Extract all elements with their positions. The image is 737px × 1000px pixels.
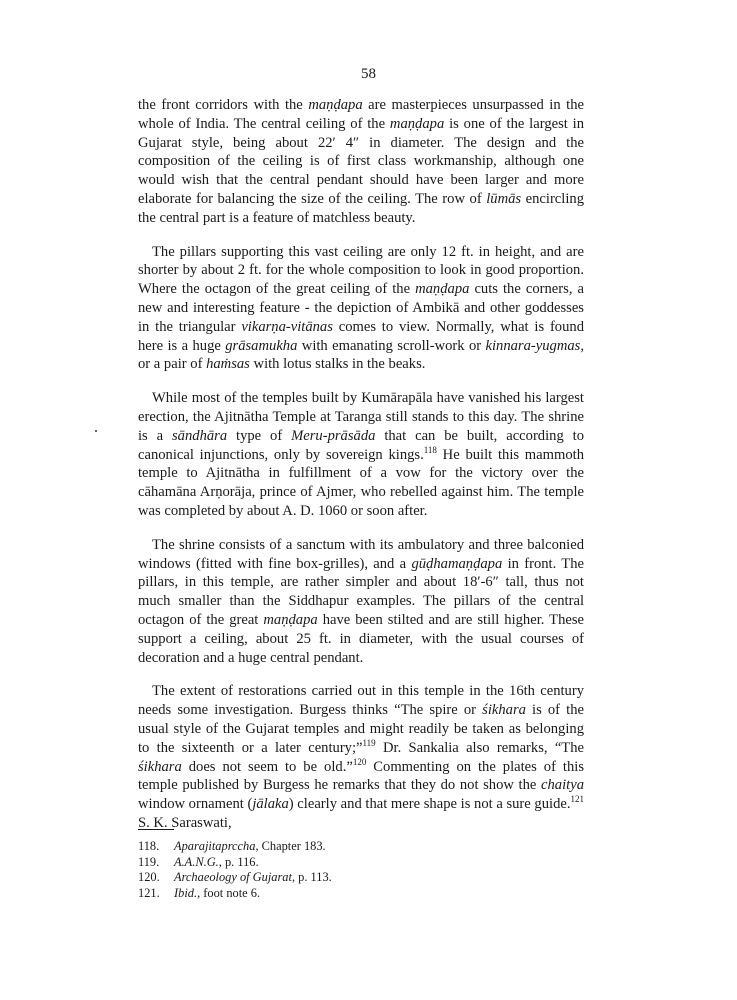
- text-run: with emanating scroll-work or: [297, 337, 486, 354]
- footnote: [138, 855, 584, 871]
- footnote: [138, 886, 584, 902]
- footnote-text: [174, 886, 584, 902]
- text-run: , or a pair of: [138, 337, 584, 373]
- italic-term: kinnara-yugmas: [485, 337, 581, 354]
- text-run: , foot note 6.: [197, 885, 261, 900]
- italic-term: chaitya: [541, 777, 584, 794]
- footnote-number: 120.: [138, 870, 160, 885]
- text-run: are masterpieces unsurpassed in the whole of India. The central ceiling of the: [138, 97, 584, 132]
- italic-term: maṇḍapa: [308, 97, 363, 113]
- footnote-ref: 119: [362, 737, 376, 748]
- footnote: [138, 870, 584, 886]
- text-run: , p. 113.: [291, 870, 332, 885]
- text-run: that can be built, according to canonical injunctions, only by sovereign kings.: [138, 427, 584, 463]
- italic-term: jālaka: [252, 796, 289, 813]
- footnote-number: 119.: [138, 854, 160, 869]
- text-run: , Chapter 183.: [255, 839, 326, 853]
- italic-term: maṇḍapa: [415, 281, 470, 298]
- text-run: encircling the central part is a feature of matchless beauty.: [138, 190, 584, 226]
- text-run: He built this mammoth temple to Ajitnātha in fulfillment of a vow for the victory over the cāhamāna Arṇorāja, prince of Ajmer, who rebelled against him. The temple was completed by about A. D. 1060 or soon after.: [138, 446, 584, 519]
- text-run: , p. 116.: [218, 854, 259, 869]
- text-run: The extent of restorations carried out in this temple in the 16th century needs some investigation. Burgess thinks “The spire or: [138, 683, 584, 719]
- footnote-list: [138, 839, 584, 901]
- paragraph: [138, 389, 584, 521]
- text-run: have been stilted and are still higher. These support a ceiling, about 25 ft. in diameter, with the usual courses of decoration and a huge central pendant.: [138, 611, 584, 666]
- italic-term: śikhara: [138, 758, 182, 775]
- italic-term: A.A.N.G.: [174, 854, 219, 869]
- text-run: Commenting on the plates of this temple published by Burgess he remarks that they do not show the: [138, 758, 584, 794]
- text-run: the front corridors with the: [138, 97, 309, 113]
- paragraph: [138, 243, 584, 375]
- italic-term: śikhara: [482, 702, 526, 719]
- footnote-rule: [138, 829, 174, 830]
- text-run: Dr. Sankalia also remarks, “The: [375, 739, 584, 756]
- paragraph: [138, 682, 584, 832]
- text-run: in front. The pillars, in this temple, are rather simpler and about 18′-6″ tall, thus not much smaller than the Siddhapur examples. The pillars of the central octagon of the great: [138, 555, 584, 628]
- footnote: [138, 839, 584, 855]
- text-run: type of: [227, 427, 292, 444]
- italic-term: gūḍhamaṇḍapa: [411, 555, 503, 572]
- text-run: with lotus stalks in the beaks.: [249, 356, 426, 373]
- text-run: The shrine consists of a sanctum with its ambulatory and three balconied windows (fitted with fine box-grilles), and a: [138, 536, 584, 572]
- footnote-text: [174, 870, 584, 886]
- italic-term: haṁsas: [206, 356, 250, 373]
- italic-term: lūmās: [486, 190, 522, 207]
- italic-term: Meru-prāsāda: [291, 427, 376, 444]
- footnote-text: [174, 855, 584, 871]
- text-run: S. K. Saraswati,: [138, 814, 232, 831]
- italic-term: sāndhāra: [172, 427, 228, 444]
- body-text: [138, 96, 584, 848]
- text-run: The pillars supporting this vast ceiling are only 12 ft. in height, and are shorter by about 2 ft. for the whole composition to look in good proportion. Where the octagon of the great ceiling of the: [138, 243, 584, 298]
- text-run: does not seem to be old.”: [181, 758, 353, 775]
- page-number: 58: [361, 66, 376, 82]
- paragraph: [138, 96, 584, 228]
- margin-speck: [95, 430, 97, 432]
- text-run: is one of the largest in Gujarat style, being about 22′ 4″ in diameter. The design and the composition of the ceiling is of first class workmanship, although one would wish that the central pendant should have been larger and more elaborate for balancing the size of the ceiling. The row of: [138, 115, 585, 207]
- text-run: window ornament (: [138, 796, 253, 813]
- italic-term: grāsamukha: [225, 337, 298, 354]
- footnote-ref: 118: [423, 444, 437, 455]
- text-run: is of the usual style of the Gujarat temples and might readily be taken as belonging to the sixteenth or a later century;”: [138, 702, 584, 756]
- footnotes: [138, 829, 584, 901]
- text-run: comes to view. Normally, what is found here is a huge: [138, 318, 584, 354]
- italic-term: Archaeology of Gujarat: [174, 870, 292, 885]
- text-run: cuts the corners, a new and interesting feature - the depiction of Ambikā and other goddesses in the triangular: [138, 281, 584, 335]
- text-run: While most of the temples built by Kumārapāla have vanished his largest erection, the Ajitnātha Temple at Taranga still stands to this day. The shrine is a: [138, 390, 584, 444]
- paragraph: [138, 536, 584, 668]
- text-run: ) clearly and that mere shape is not a sure guide.: [288, 796, 571, 813]
- italic-term: Ibid.: [174, 885, 198, 900]
- footnote-number: 118.: [138, 839, 160, 853]
- footnote-ref: 120: [352, 756, 367, 767]
- footnote-ref: 121: [570, 794, 584, 805]
- footnote-text: [174, 839, 584, 855]
- italic-term: maṇḍapa: [263, 611, 318, 628]
- italic-term: vikarṇa-vitānas: [241, 318, 333, 335]
- footnote-number: 121.: [138, 885, 160, 900]
- italic-term: Aparajitaprccha: [174, 839, 256, 853]
- italic-term: maṇḍapa: [389, 115, 445, 132]
